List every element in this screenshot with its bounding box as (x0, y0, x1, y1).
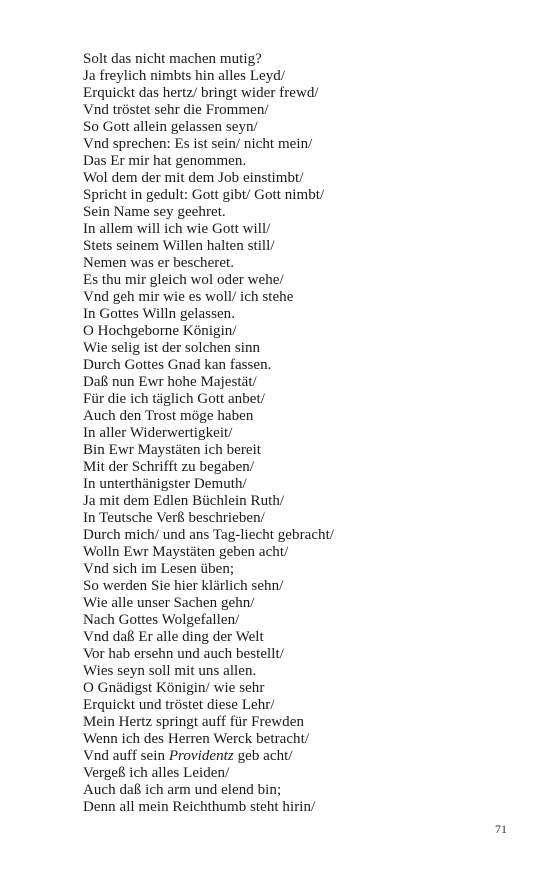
poem-text (83, 51, 523, 816)
poem-line: Durch mich/ und ans Tag-liecht gebracht/ (83, 527, 335, 543)
poem-line: Auch daß ich arm und elend bin; (83, 782, 282, 798)
poem-line: In unterthänigster Demuth/ (83, 476, 247, 492)
poem-line: Ja freylich nimbts hin alles Leyd/ (83, 68, 286, 84)
poem-line: Nach Gottes Wolgefallen/ (83, 612, 240, 628)
poem-line: Mein Hertz springt auff für Frewden (83, 714, 304, 730)
poem-line: So Gott allein gelassen seyn/ (83, 119, 258, 135)
poem-line: Wies seyn soll mit uns allen. (83, 663, 257, 679)
poem-line: Durch Gottes Gnad kan fassen. (83, 357, 272, 373)
poem-line: In Gottes Willn gelassen. (83, 306, 236, 322)
poem-line: So werden Sie hier klärlich sehn/ (83, 578, 284, 594)
poem-line: Erquickt das hertz/ bringt wider frewd/ (83, 85, 319, 101)
poem-line: Nemen was er bescheret. (83, 255, 235, 271)
poem-line: Sein Name sey geehret. (83, 204, 226, 220)
poem-line (83, 748, 523, 765)
poem-line: Erquickt und tröstet diese Lehr/ (83, 697, 275, 713)
poem-line: O Gnädigst Königin/ wie sehr (83, 680, 265, 696)
poem-line: Stets seinem Willen halten still/ (83, 238, 275, 254)
poem-line: In aller Widerwertigkeit/ (83, 425, 233, 441)
poem-line: Vor hab ersehn und auch bestellt/ (83, 646, 284, 662)
poem-line-text: Vnd auff sein (83, 748, 169, 764)
poem-line-text: geb acht/ (233, 748, 293, 764)
poem-line: Es thu mir gleich wol oder wehe/ (83, 272, 284, 288)
poem-line: Vnd geh mir wie es woll/ ich stehe (83, 289, 294, 305)
poem-line: Denn all mein Reichthumb steht hirin/ (83, 799, 316, 815)
poem-line: Bin Ewr Maystäten ich bereit (83, 442, 262, 458)
poem-line: Wolln Ewr Maystäten geben acht/ (83, 544, 289, 560)
poem-line: Vnd sich im Lesen üben; (83, 561, 235, 577)
poem-line: In allem will ich wie Gott will/ (83, 221, 271, 237)
poem-line: Vnd tröstet sehr die Frommen/ (83, 102, 269, 118)
poem-line: Daß nun Ewr hohe Majestät/ (83, 374, 257, 390)
poem-line-italic-word: Providentz (168, 748, 234, 764)
poem-line: In Teutsche Verß beschrieben/ (83, 510, 265, 526)
poem-line: Wie selig ist der solchen sinn (83, 340, 261, 356)
poem-line: Mit der Schrifft zu begaben/ (83, 459, 255, 475)
poem-line: Für die ich täglich Gott anbet/ (83, 391, 265, 407)
poem-line: Vergeß ich alles Leiden/ (83, 765, 230, 781)
poem-line: Wenn ich des Herren Werck betracht/ (83, 731, 310, 747)
poem-line: Ja mit dem Edlen Büchlein Ruth/ (83, 493, 285, 509)
poem-line: Vnd daß Er alle ding der Welt (83, 629, 264, 645)
poem-line: O Hochgeborne Königin/ (83, 323, 237, 339)
poem-line: Auch den Trost möge haben (83, 408, 254, 424)
poem-line: Wol dem der mit dem Job einstimbt/ (83, 170, 304, 186)
page-number: 71 (495, 822, 507, 836)
poem-line: Spricht in gedult: Gott gibt/ Gott nimbt/ (83, 187, 325, 203)
poem-line: Wie alle unser Sachen gehn/ (83, 595, 255, 611)
poem-line: Solt das nicht machen mutig? (83, 51, 262, 67)
poem-line: Vnd sprechen: Es ist sein/ nicht mein/ (83, 136, 313, 152)
poem-line: Das Er mir hat genommen. (83, 153, 247, 169)
